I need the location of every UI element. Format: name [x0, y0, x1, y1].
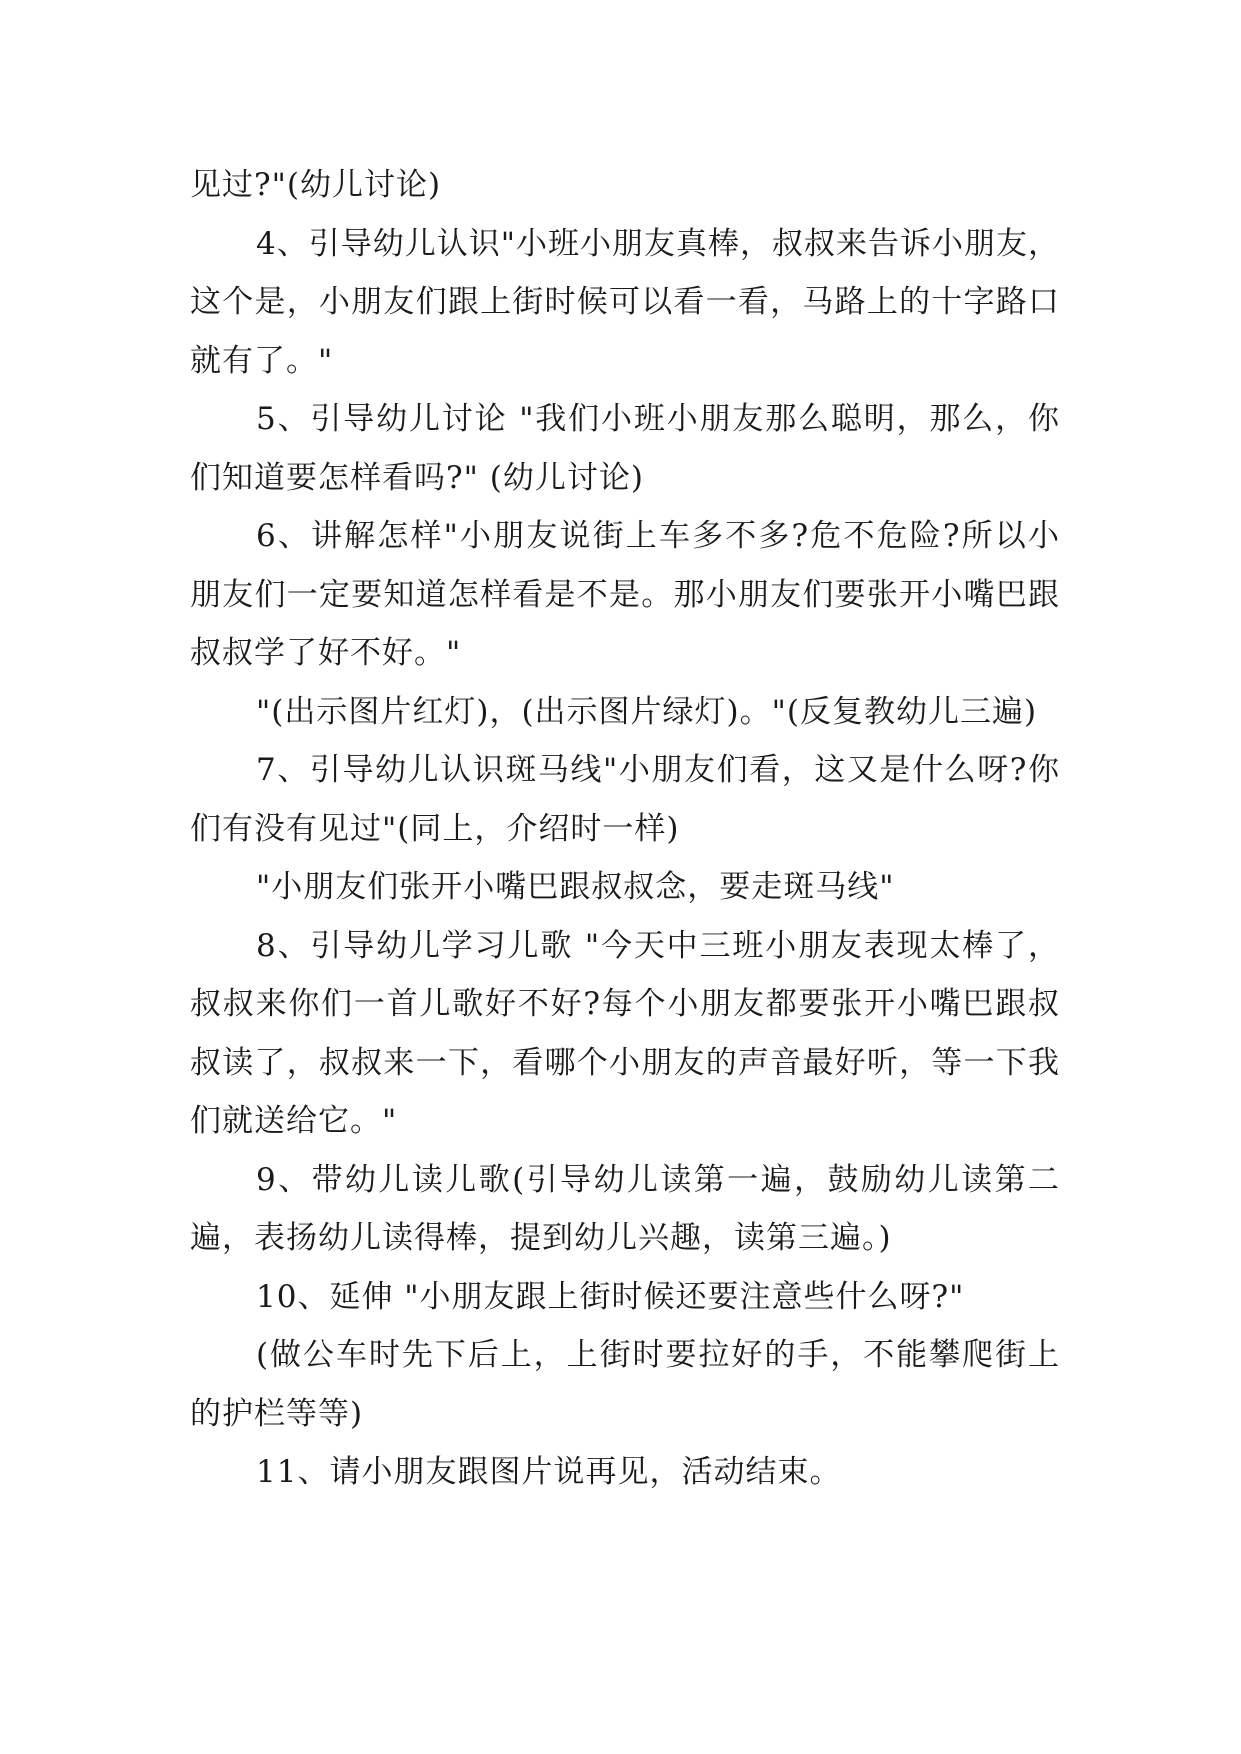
- paragraph-step-4: 4、引导幼儿认识"小班小朋友真棒，叔叔来告诉小朋友，这个是，小朋友们跟上街时候可以看一看，马路上的十字路口就有了。": [190, 225, 1060, 379]
- paragraph-continuation: 见过?"(幼儿讨论): [190, 167, 442, 203]
- paragraph-step-9: 9、带幼儿读儿歌(引导幼儿读第一遍，鼓励幼儿读第二遍，表扬幼儿读得棒，提到幼儿兴趣，读第三遍。): [190, 1161, 1060, 1256]
- paragraph-step-7: 7、引导幼儿认识斑马线"小朋友们看，这又是什么呀?你们有没有见过"(同上，介绍时一样): [190, 752, 1060, 847]
- paragraph-step-10-note: (做公车时先下后上，上街时要拉好的手，不能攀爬街上的护栏等等): [190, 1337, 1060, 1432]
- paragraph-step-10: 10、延伸 "小朋友跟上街时候还要注意些什么呀?": [256, 1278, 965, 1315]
- paragraph-step-7-note: "小朋友们张开小嘴巴跟叔叔念，要走斑马线": [256, 869, 895, 905]
- paragraph-step-6: 6、讲解怎样"小朋友说街上车多不多?危不危险?所以小朋友们一定要知道怎样看是不是。那小朋友们要张开小嘴巴跟叔叔学了好不好。": [190, 518, 1060, 671]
- paragraph-step-6-note: "(出示图片红灯)，(出示图片绿灯)。"(反复教幼儿三遍): [256, 693, 1038, 730]
- document-body: [190, 156, 1060, 1502]
- paragraph-step-8: 8、引导幼儿学习儿歌 "今天中三班小朋友表现太棒了，叔叔来你们一首儿歌好不好?每个小朋友都要张开小嘴巴跟叔叔读了，叔叔来一下，看哪个小朋友的声音最好听，等一下我们就送给它。": [190, 927, 1060, 1139]
- paragraph-step-5: 5、引导幼儿讨论 "我们小班小朋友那么聪明，那么，你们知道要怎样看吗?" (幼儿讨论): [190, 401, 1060, 496]
- paragraph-step-11: 11、请小朋友跟图片说再见，活动结束。: [256, 1454, 842, 1490]
